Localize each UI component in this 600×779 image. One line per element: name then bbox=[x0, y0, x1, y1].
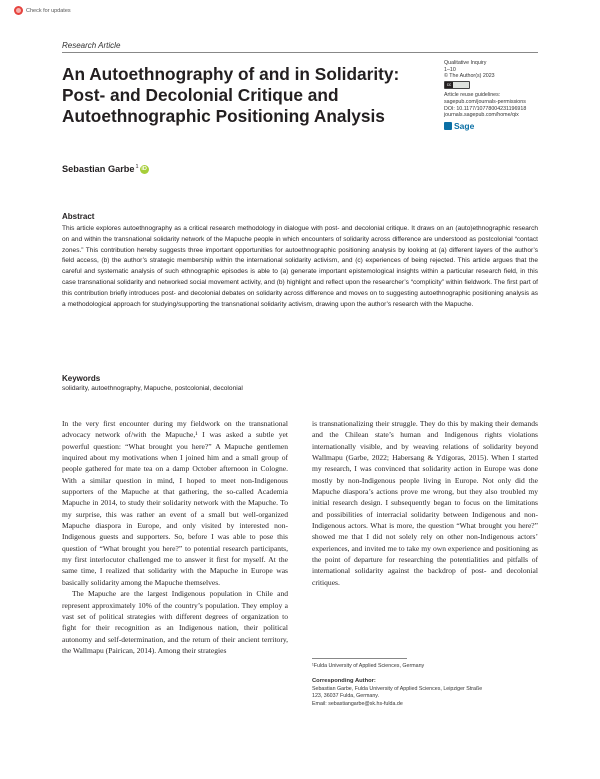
keywords-heading: Keywords bbox=[62, 374, 101, 383]
journal-meta bbox=[444, 60, 554, 131]
publisher-logo[interactable] bbox=[444, 122, 554, 131]
body-column-left bbox=[62, 418, 288, 656]
orcid-icon[interactable]: iD bbox=[141, 166, 147, 172]
body-column-right bbox=[312, 418, 538, 588]
title-line-1: An Autoethnography of and in Solidarity: bbox=[62, 64, 400, 84]
cc-license-icon[interactable] bbox=[444, 81, 470, 89]
publisher-name: Sage bbox=[454, 120, 475, 131]
reuse-label: Article reuse guidelines: bbox=[444, 92, 501, 99]
header-rule bbox=[62, 52, 538, 53]
corresponding-author-heading: Corresponding Author: bbox=[312, 678, 376, 685]
corresponding-author-line-1: Sebastian Garbe, Fulda University of Applied Sciences, Leipziger Straße bbox=[312, 685, 483, 692]
journal-home-link[interactable]: journals.sagepub.com/home/qix bbox=[444, 112, 519, 119]
journal-copyright: © The Author(s) 2023 bbox=[444, 73, 495, 80]
keywords-text: solidarity, autoethnography, Mapuche, postcolonial, decolonial bbox=[62, 385, 243, 392]
doi-link[interactable]: DOI: 10.1177/10778004231196918 bbox=[444, 105, 527, 112]
abstract-heading: Abstract bbox=[62, 212, 95, 221]
corresponding-author-email[interactable]: Email: sebastiangarbe@sk.hs-fulda.de bbox=[312, 700, 403, 707]
footnotes bbox=[312, 663, 538, 708]
body-paragraph-2: The Mapuche are the largest Indigenous population in Chile and represent approximately 10% of the country’s population. They employ a vast set of political strategies with different degrees of organization to fight for their recognition as an Indigenous nation, their political autonomy and self-determination, and the return of their ancient territory, the Wallmapu (Pairican, 2014). Among their strategies bbox=[62, 589, 288, 655]
reuse-link[interactable]: sagepub.com/journals-permissions bbox=[444, 98, 526, 105]
cc-terms bbox=[453, 81, 469, 89]
title-line-2: Post- and Decolonial Critique and bbox=[62, 85, 339, 105]
cc-mark: cc bbox=[446, 82, 452, 88]
footnote-rule bbox=[312, 658, 407, 659]
check-updates-icon bbox=[14, 6, 23, 15]
corresponding-author-line-2: 123, 36037 Fulda, Germany. bbox=[312, 693, 380, 700]
journal-pages: 1–10 bbox=[444, 66, 456, 73]
body-paragraph-3: is transnationalizing their struggle. They do this by making their demands and the Chilean state’s human and Indigenous rights violations internationally visible, and by weaving relations of solidarity beyond Wallmapu (Garbe, 2022; Habersang & Ydígoras, 2015). When I started my research, I was convinced that solidarity action in Europe was done mostly by non-Indigenous people living in Europe. Not only did the Mapuche diaspora’s actions prove me wrong, but they also troubled my initial research design. I subsequently began to focus on the limitations and possibilities of interracial solidarity between Indigenous and non-Indigenous actors. What is more, the question “What brought you here?” showed me that I did not solely rely on other non-Indigenous actors’ experiences, and invited me to take my own experience and positioning as the point of departure for researching the potentialities and pitfalls of international solidarity against the backdrop of post- and decolonial critiques. bbox=[312, 419, 538, 587]
sage-logo-icon bbox=[444, 122, 452, 130]
author-line bbox=[62, 164, 149, 174]
check-for-updates-badge[interactable] bbox=[14, 6, 71, 15]
abstract-text: This article explores autoethnography as a critical research methodology in dialogue with post- and decolonial critique. It draws on an (auto)ethnographic research on and within the transnational solidarity network of the Mapuche people in which encounters of solidarity across difference are understood as postcolonial “contact zones.” This contribution hereby suggests three important opportunities for autoethnographic positioning analysis by looking at (a) different layers of the author’s field access, (b) the author’s strategic membership within the international solidarity activism, and (c) experiences of being rejected. This article argues that the careful and systematic analysis of such ethnographic episodes is able to (a) generate important epistemological insights within a particular research field, in this case transnational solidarity and networked social movement activity, and (b) highlight and reflect upon the researcher’s “complicity” within fieldwork. The first part of this contribution briefly introduces post- and decolonial debates on solidarity across difference and moves on to suggesting autoethnographic positioning analysis as a methodological approach for studying/supporting the transnational solidarity activism, drawing upon the author’s research with the Mapuche. bbox=[62, 225, 538, 308]
author-affiliation-mark: 1 bbox=[135, 164, 139, 170]
affiliation-note: ¹Fulda University of Applied Sciences, Germany bbox=[312, 663, 425, 669]
article-title bbox=[62, 64, 434, 127]
body-paragraph-1: In the very first encounter during my fieldwork on the transnational advocacy network of/with the Mapuche,¹ I was asked a subtle yet powerful question: “What brought you here?” A Mapuche gentlemen inquired about my motivations when I joined him and a small group of people gathered for mate tea on a damp October afternoon in Cologne. With a similar question in mind, I hoped to meet non-Indigenous supporters of the Mapuche at that gathering, the so-called Academia Mapuche in 2014, to study their solidarity network with the Mapuche. To my surprise, this was rather an event of a small but well-organized Mapuche diaspora in Europe, and only visited by interested non-Indigenous guests and supporters. So, before I was able to pose this question of “What brought you here?” to potential research participants, my first interlocutor challenged me to answer it first for myself. At the same time, I realized that solidarity with the Mapuche in Europe was basically solidarity among the Mapuche themselves. bbox=[62, 419, 288, 587]
journal-name: Qualitative Inquiry bbox=[444, 60, 487, 66]
check-updates-label: Check for updates bbox=[26, 7, 71, 14]
article-type: Research Article bbox=[62, 41, 121, 50]
author-name: Sebastian Garbe bbox=[62, 164, 135, 174]
title-line-3: Autoethnographic Positioning Analysis bbox=[62, 106, 385, 126]
